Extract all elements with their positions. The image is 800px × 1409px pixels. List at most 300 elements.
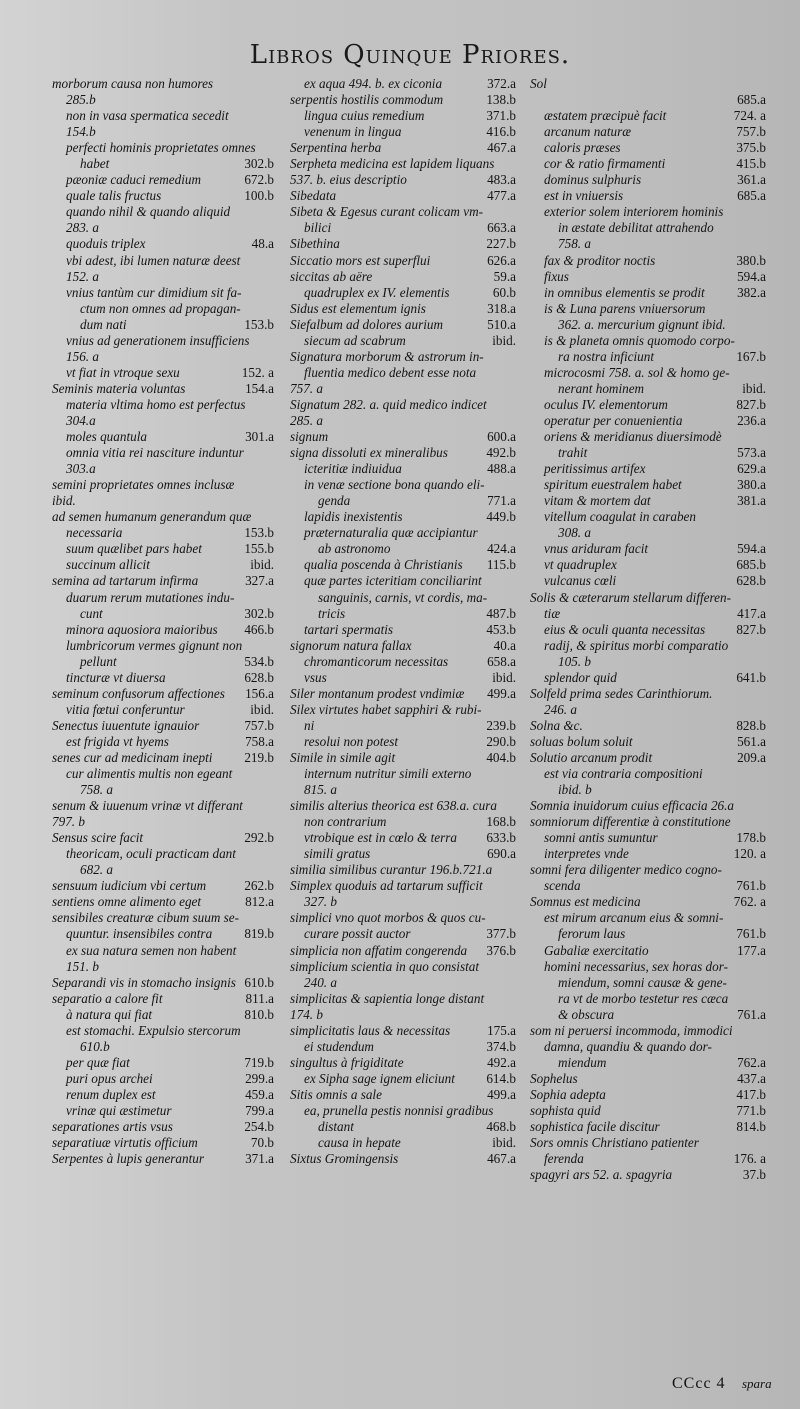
index-entry [290,654,516,670]
index-entry [52,798,274,814]
entry-text: qualia poscenda à Christianis [304,557,463,573]
entry-text: 610.b [80,1038,110,1054]
entry-page-ref: 690.a [487,846,516,862]
index-entry [530,204,766,220]
entry-text: lumbricorum vermes gignunt non [66,637,243,653]
index-entry [52,686,274,702]
entry-text: puri opus archei [66,1070,153,1086]
index-entry [530,1039,766,1055]
index-entry [52,702,274,718]
entry-text: Simplex quoduis ad tartarum sufficit [290,878,483,894]
index-entry [530,846,766,862]
entry-text: ex sua natura semen non habent [66,942,237,958]
index-column-3 [530,76,766,1183]
entry-text: Sophelus [530,1070,578,1086]
entry-text: non contrarium [304,814,387,830]
index-entry [290,493,516,509]
entry-text: lapidis inexistentis [304,509,403,525]
entry-text: Siler montanum prodest vndimiæ [290,685,465,701]
entry-text: is & planeta omnis quomodo corpo- [544,332,735,348]
entry-text: quæ partes icteritiam conciliarint [304,573,482,589]
index-entry [530,140,766,156]
entry-page-ref: 153.b [244,316,274,332]
entry-text: Sophia adepta [530,1086,606,1102]
entry-page-ref: 594.a [737,541,766,557]
entry-text: serpentis hostilis commodum [290,92,444,108]
index-entry [530,991,766,1007]
entry-page-ref: 658.a [487,653,516,669]
entry-page-ref: 814.b [736,1119,766,1135]
index-entry [52,269,274,285]
entry-text: lingua cuius remedium [304,108,425,124]
index-entry [52,429,274,445]
entry-page-ref: 771.a [487,493,516,509]
index-entry [52,926,274,942]
index-entry [530,541,766,557]
entry-page-ref: 153.b [244,525,274,541]
entry-text: damna, quandiu & quando dor- [544,1038,712,1054]
entry-text: cur alimentis multis non egeant [66,766,233,782]
entry-text: venenum in lingua [304,124,402,140]
entry-page-ref: 292.b [244,830,274,846]
index-entry [52,236,274,252]
index-entry [530,734,766,750]
entry-page-ref: 290.b [486,733,516,749]
entry-text: ea, prunella pestis nonnisi gradibus [304,1103,494,1118]
index-entry [530,766,766,782]
entry-text: vtrobique est in cœlo & terra [304,830,457,846]
index-entry [530,975,766,991]
index-entry [530,638,766,654]
index-entry [530,381,766,397]
entry-page-ref: 301.a [245,429,274,445]
index-entry [52,814,274,830]
entry-page-ref: 762. a [733,894,766,910]
index-entry [290,349,516,365]
index-entry [290,429,516,445]
entry-text: Serpentes à lupis generantur [52,1151,205,1167]
entry-text: tartari spermatis [304,621,394,637]
index-entry [52,782,274,798]
index-entry [530,461,766,477]
entry-page-ref: ibid. [492,669,516,685]
index-entry [52,477,274,493]
index-entry [530,702,766,718]
index-entry [290,878,516,894]
entry-page-ref: 812.a [245,894,274,910]
entry-page-ref: 302.b [244,605,274,621]
entry-page-ref: 492.a [487,1054,516,1070]
entry-text: semini proprietates omnes inclusæ [52,477,235,493]
index-entry [530,798,766,814]
index-entry [52,943,274,959]
entry-text: Sensus scire facit [52,830,144,846]
index-entry [52,413,274,429]
index-entry [530,1007,766,1023]
index-entry [290,1087,516,1103]
index-entry [530,285,766,301]
index-entry [290,76,516,92]
entry-text: est frigida vt hyems [66,733,169,749]
entry-text: simili gratus [304,846,371,862]
entry-page-ref: 37.b [742,1167,766,1183]
index-entry [290,541,516,557]
index-entry [290,253,516,269]
entry-text: ad semen humanum generandum quæ [52,509,252,525]
entry-text: Somnus est medicina [530,894,641,910]
entry-page-ref: 672.b [244,172,274,188]
entry-page-ref: 827.b [736,621,766,637]
entry-text: Senectus iuuentute ignauior [52,717,200,733]
entry-text: Solfeld prima sedes Carinthiorum. [530,685,713,701]
index-entry [530,1135,766,1151]
entry-page-ref: 254.b [244,1119,274,1135]
index-entry [530,718,766,734]
entry-text: 797. b [52,814,85,830]
entry-text: is & Luna parens vniuersorum [544,300,706,316]
entry-page-ref: 374.b [486,1038,516,1054]
entry-text: 240. a [304,974,337,990]
entry-text: ex Sipha sage ignem eliciunt [304,1070,455,1086]
index-entry [52,381,274,397]
index-entry [52,108,274,124]
entry-text: dum nati [80,316,127,332]
index-entry [290,686,516,702]
entry-text: cor & ratio firmamenti [544,156,666,172]
index-entry [530,926,766,942]
entry-text: miendum [558,1054,607,1070]
index-entry [530,365,766,381]
entry-text: est stomachi. Expulsio stercorum [66,1022,241,1038]
index-entry [290,124,516,140]
entry-text: materia vltima homo est perfectus [66,396,246,412]
entry-text: fixus [544,268,569,284]
entry-text: chromanticorum necessitas [304,653,449,669]
entry-text: morborum causa non humores [52,76,214,91]
entry-text: Solna &c. [530,717,583,733]
entry-text: est via contraria compositioni [544,766,703,782]
entry-text: sophista quid [530,1103,601,1118]
entry-page-ref: 48.a [251,236,274,252]
entry-text: exterior solem interiorem hominis [544,204,724,220]
index-entry [530,397,766,413]
index-entry [290,204,516,220]
entry-text: non in vasa spermatica secedit [66,108,229,124]
entry-page-ref: 827.b [736,396,766,412]
index-entry [52,76,274,92]
index-entry [290,92,516,108]
index-entry [530,509,766,525]
entry-text: simplicitatis laus & necessitas [290,1022,451,1038]
entry-page-ref: 799.a [245,1103,274,1118]
entry-text: fax & proditor noctis [544,252,656,268]
entry-text: signum [290,429,329,445]
entry-page-ref: 437.a [737,1070,766,1086]
entry-text: renum duplex est [66,1086,156,1102]
entry-text: senum & iuuenum vrinæ vt differant [52,798,243,814]
index-entry [290,1135,516,1151]
index-entry [52,285,274,301]
index-entry [290,702,516,718]
index-entry [530,557,766,573]
index-entry [52,92,274,108]
entry-page-ref: 510.a [487,316,516,332]
entry-page-ref: 382.a [737,284,766,300]
entry-page-ref: 372.a [487,76,516,91]
entry-text: Siccatio mors est superflui [290,252,431,268]
entry-text: Sitis omnis a sale [290,1086,382,1102]
entry-text: similis alterius theorica est 638.a. cura [290,798,497,814]
index-entry [52,718,274,734]
index-entry [52,220,274,236]
entry-text: 362. a. mercurium gignunt ibid. [558,316,726,332]
index-entry [52,1119,274,1135]
index-entry [290,365,516,381]
entry-text: sensuum iudicium vbi certum [52,878,207,894]
index-entry [530,76,766,92]
entry-text: miendum, somni causæ & gene- [558,974,727,990]
index-entry [530,782,766,798]
index-entry [52,365,274,381]
index-entry [290,413,516,429]
entry-text: vulcanus cœli [544,573,617,589]
entry-text: somni antis sumuntur [544,830,658,846]
entry-text: Signatum 282. a. quid medico indicet [290,396,487,412]
index-entry [52,397,274,413]
index-entry [290,1023,516,1039]
entry-text: quoduis triplex [66,236,146,252]
entry-text: splendor quid [544,669,617,685]
index-entry [52,766,274,782]
index-entry [290,1071,516,1087]
entry-text: ex aqua 494. b. ex ciconia [304,76,443,91]
entry-text: Solutio arcanum prodit [530,749,653,765]
entry-text: Seminis materia voluntas [52,380,186,396]
index-entry [290,188,516,204]
entry-page-ref: 380.b [736,252,766,268]
entry-text: separatio a calore fit [52,990,163,1006]
entry-text: Silex virtutes habet sapphiri & rubi- [290,701,482,717]
index-entry [290,782,516,798]
entry-page-ref: 724. a [733,108,766,124]
entry-text: 758. a [80,782,113,798]
entry-page-ref: 468.b [486,1119,516,1135]
entry-text: æstatem præcipuè facit [544,108,667,124]
entry-text: duarum rerum mutationes indu- [66,589,235,605]
index-entry [52,638,274,654]
index-entry [290,525,516,541]
entry-page-ref: 499.a [487,685,516,701]
index-entry [290,381,516,397]
entry-text: operatur per conuenientia [544,412,683,428]
index-entry [52,301,274,317]
index-entry [52,1039,274,1055]
entry-text: siccitas ab aëre [290,268,373,284]
entry-text: vnius tantùm cur dimidium sit fa- [66,284,242,300]
entry-text: genda [318,493,351,509]
index-entry [52,333,274,349]
entry-text: ferorum laus [558,926,626,942]
entry-page-ref: 371.b [486,108,516,124]
index-entry [290,156,516,172]
index-entry [530,830,766,846]
entry-text: à natura qui fiat [66,1006,153,1022]
entry-page-ref: 262.b [244,878,274,894]
entry-text: causa in hepate [318,1135,401,1151]
entry-text: fluentia medico debent esse nota [304,364,477,380]
index-entry [530,1071,766,1087]
entry-text: succinum allicit [66,557,150,573]
index-entry [530,333,766,349]
entry-text: per quæ fiat [66,1054,130,1070]
entry-page-ref: 466.b [244,621,274,637]
entry-text: Sixtus Gromingensis [290,1151,399,1167]
index-entry [52,1023,274,1039]
entry-page-ref: 60.b [492,284,516,300]
index-entry [530,124,766,140]
entry-page-ref: ibid. [492,1135,516,1151]
entry-page-ref: 719.b [244,1054,274,1070]
index-entry [530,525,766,541]
entry-page-ref: 483.a [487,172,516,188]
entry-page-ref: 381.a [737,493,766,509]
index-entry [530,445,766,461]
catchword: spara [742,1376,772,1391]
entry-text: quando nihil & quando aliquid [66,204,231,220]
entry-text: eius & oculi quanta necessitas [544,621,706,637]
entry-text: quale talis fructus [66,188,162,204]
entry-page-ref: 70.b [250,1135,274,1151]
entry-text: oriens & meridianus diuersimodè [544,429,722,445]
entry-text: Separandi vis in stomacho insignis [52,974,236,990]
entry-text: spiritum euestralem habet [544,477,682,493]
entry-page-ref: 177.a [737,942,766,958]
entry-text: sentiens omne alimento eget [52,894,202,910]
index-entry [290,477,516,493]
entry-page-ref: 380.a [737,477,766,493]
entry-page-ref: 449.b [486,509,516,525]
index-entry [52,124,274,140]
index-entry [530,686,766,702]
index-entry [290,1119,516,1135]
entry-text: quadruplex ex IV. elementis [304,284,450,300]
index-entry [52,878,274,894]
index-entry [52,461,274,477]
index-entry [530,220,766,236]
index-entry [530,1055,766,1071]
entry-text: Siefalbum ad dolores aurium [290,316,443,332]
entry-text: 757. a [290,380,323,396]
entry-page-ref: 757.b [244,717,274,733]
entry-text: perfecti hominis proprietates omnes [66,140,256,156]
entry-text: vnius ad generationem insufficiens [66,332,250,348]
entry-page-ref: 168.b [486,814,516,830]
entry-text: 154.b [66,124,96,140]
entry-text: signa dissoluti ex mineralibus [290,445,448,461]
entry-page-ref: 610.b [244,974,274,990]
index-entry [530,156,766,172]
entry-page-ref: 404.b [486,749,516,765]
entry-page-ref: 376.b [486,942,516,958]
entry-text: interpretes vnde [544,846,629,862]
entry-text: Sors omnis Christiano patienter [530,1135,699,1151]
index-entry [52,1087,274,1103]
entry-page-ref: 100.b [244,188,274,204]
entry-text: Sibeta & Egesus curant colicam vm- [290,204,484,220]
entry-text: 105. b [558,653,591,669]
entry-text: est mirum arcanum eius & somni- [544,910,724,926]
index-entry [530,253,766,269]
entry-text: & obscura [558,1006,615,1022]
entry-text: 308. a [558,525,591,541]
entry-page-ref: 377.b [486,926,516,942]
entry-text: ra vt de morbo testetur res cæca [558,990,729,1006]
entry-text: minora aquosiora maioribus [66,621,218,637]
entry-page-ref: 467.a [487,140,516,156]
index-entry [290,1151,516,1167]
index-entry [52,140,274,156]
entry-page-ref: 819.b [244,926,274,942]
entry-page-ref: 327.a [245,573,274,589]
entry-text: simplicia non affatim congerenda [290,942,468,958]
entry-page-ref: 415.b [736,156,766,172]
index-entry [290,333,516,349]
entry-page-ref: 757.b [736,124,766,140]
entry-text: somniorum differentiæ à constitutione [530,814,731,830]
index-entry [530,493,766,509]
index-entry [530,606,766,622]
index-entry [530,1023,766,1039]
index-entry [530,654,766,670]
index-entry [290,509,516,525]
index-entry [52,317,274,333]
entry-text: Sol [530,76,547,91]
entry-text: 682. a [80,862,113,878]
entry-text: Sibethina [290,236,340,252]
entry-text: 151. b [66,958,99,974]
index-entry [290,814,516,830]
index-entry [52,188,274,204]
index-entry [290,573,516,589]
index-entry [290,766,516,782]
entry-text: microcosmi 758. a. sol & homo ge- [544,364,730,380]
entry-text: Serpheta medicina est lapidem liquans [290,156,495,172]
index-entry [52,734,274,750]
index-entry [290,317,516,333]
entry-page-ref: 810.b [244,1006,274,1022]
entry-page-ref: 299.a [245,1070,274,1086]
entry-text: 537. b. eius descriptio [290,172,407,188]
entry-page-ref: 663.a [487,220,516,236]
index-entry [52,557,274,573]
entry-text: spagyri ars 52. a. spagyria [530,1167,673,1183]
index-entry [530,1167,766,1183]
entry-text: 152. a [66,268,99,284]
index-entry [290,670,516,686]
entry-text: pæoniæ caduci remedium [66,172,202,188]
entry-text: separationes artis vsus [52,1119,173,1135]
entry-text: vnus ariduram facit [544,541,649,557]
index-entry [290,943,516,959]
index-entry [52,204,274,220]
entry-text: simplicium scientia in quo consistat [290,958,480,974]
entry-text: signorum natura fallax [290,637,412,653]
index-entry [290,926,516,942]
entry-page-ref: 178.b [736,830,766,846]
entry-page-ref: 629.a [737,461,766,477]
index-entry [530,750,766,766]
index-entry [290,959,516,975]
